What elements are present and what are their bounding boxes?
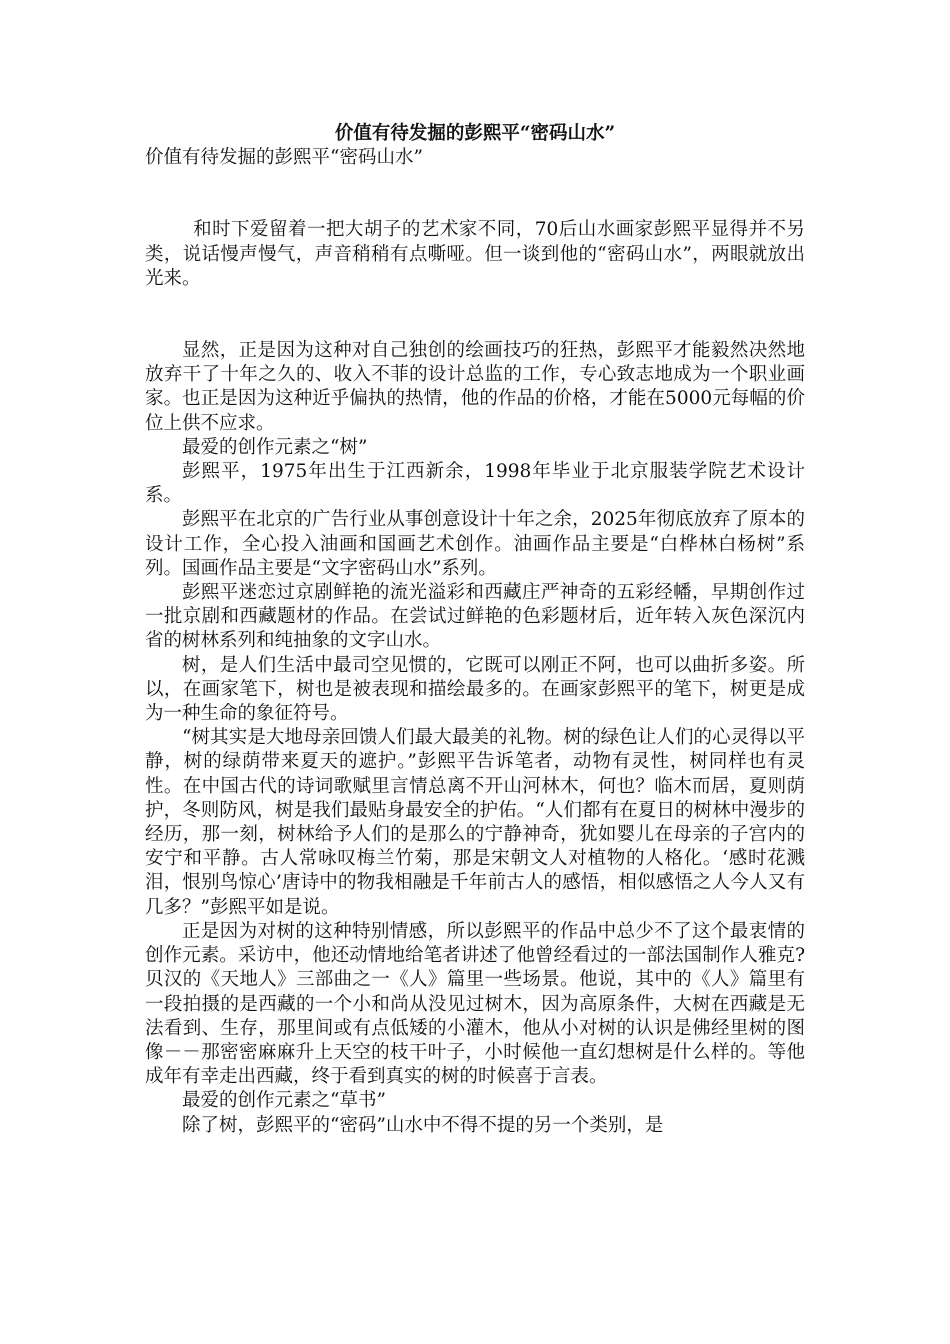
paragraph: 显然，正是因为这种对自己独创的绘画技巧的狂热，彭熙平才能毅然决然地放弃干了十年之久的、收入不菲的设计总监的工作，专心致志地成为一个职业画家。也正是因为这种近乎偏执的热情，他的作品的价格，才能在5000元每幅的价位上供不应求。 xyxy=(145,340,805,434)
paragraph: 和时下爱留着一把大胡子的艺术家不同，70后山水画家彭熙平显得并不另类，说话慢声慢气，声音稍稍有点嘶哑。但一谈到他的“密码山水”，两眼就放出光来。 xyxy=(145,219,805,289)
document-page xyxy=(145,122,805,1138)
section-heading: 最爱的创作元素之“草书” xyxy=(182,1090,386,1112)
paragraph: “树其实是大地母亲回馈人们最大最美的礼物。树的绿色让人们的心灵得以平静，树的绿荫带来夏天的遮护。”彭熙平告诉笔者，动物有灵性，树同样也有灵性。在中国古代的诗词歌赋里言情总离不开山河林木，何也？临木而居，夏则荫护，冬则防风，树是我们最贴身最安全的护佑。“人们都有在夏日的树林中漫步的经历，那一刻，树林给予人们的是那么的宁静神奇，犹如婴儿在母亲的子宫内的安宁和平静。古人常咏叹梅兰竹菊，那是宋朝文人对植物的人格化。‘感时花溅泪，恨别鸟惊心’唐诗中的物我相融是千年前古人的感悟，相似感悟之人今人又有几多？”彭熙平如是说。 xyxy=(145,727,805,918)
paragraph: 正是因为对树的这种特别情感，所以彭熙平的作品中总少不了这个最衷情的创作元素。采访中，他还动情地给笔者讲述了他曾经看过的一部法国制作人雅克?贝汉的《天地人》三部曲之一《人》篇里一些场景。他说，其中的《人》篇里有一段拍摄的是西藏的一个小和尚从没见过树木，因为高原条件，大树在西藏是无法看到、生存，那里间或有点低矮的小灌木，他从小对树的认识是佛经里树的图像－－那密密麻麻升上天空的枝干叶子，小时候他一直幻想树是什么样的。等他成年有幸走出西藏，终于看到真实的树的时候喜于言表。 xyxy=(145,920,805,1088)
paragraph: 彭熙平在北京的广告行业从事创意设计十年之余，2025年彻底放弃了原本的设计工作，全心投入油画和国画艺术创作。油画作品主要是“白桦林白杨树”系列。国画作品主要是“文字密码山水”系列。 xyxy=(145,509,805,579)
paragraph: 彭熙平迷恋过京剧鲜艳的流光溢彩和西藏庄严神奇的五彩经幡，早期创作过一批京剧和西藏题材的作品。在尝试过鲜艳的色彩题材后，近年转入灰色深沉内省的树林系列和纯抽象的文字山水。 xyxy=(145,582,805,652)
section-heading: 最爱的创作元素之“树” xyxy=(182,436,368,458)
document-title: 价值有待发掘的彭熙平“密码山水” xyxy=(334,123,616,144)
paragraph: 树，是人们生活中最司空见惯的，它既可以刚正不阿，也可以曲折多姿。所以，在画家笔下，树也是被表现和描绘最多的。在画家彭熙平的笔下，树更是成为一种生命的象征符号。 xyxy=(145,654,805,725)
paragraph: 除了树，彭熙平的“密码”山水中不得不提的另一个类别，是 xyxy=(182,1114,664,1136)
paragraph: 彭熙平，1975年出生于江西新余，1998年毕业于北京服装学院艺术设计系。 xyxy=(145,461,805,507)
document-subtitle: 价值有待发掘的彭熙平“密码山水” xyxy=(145,147,423,169)
